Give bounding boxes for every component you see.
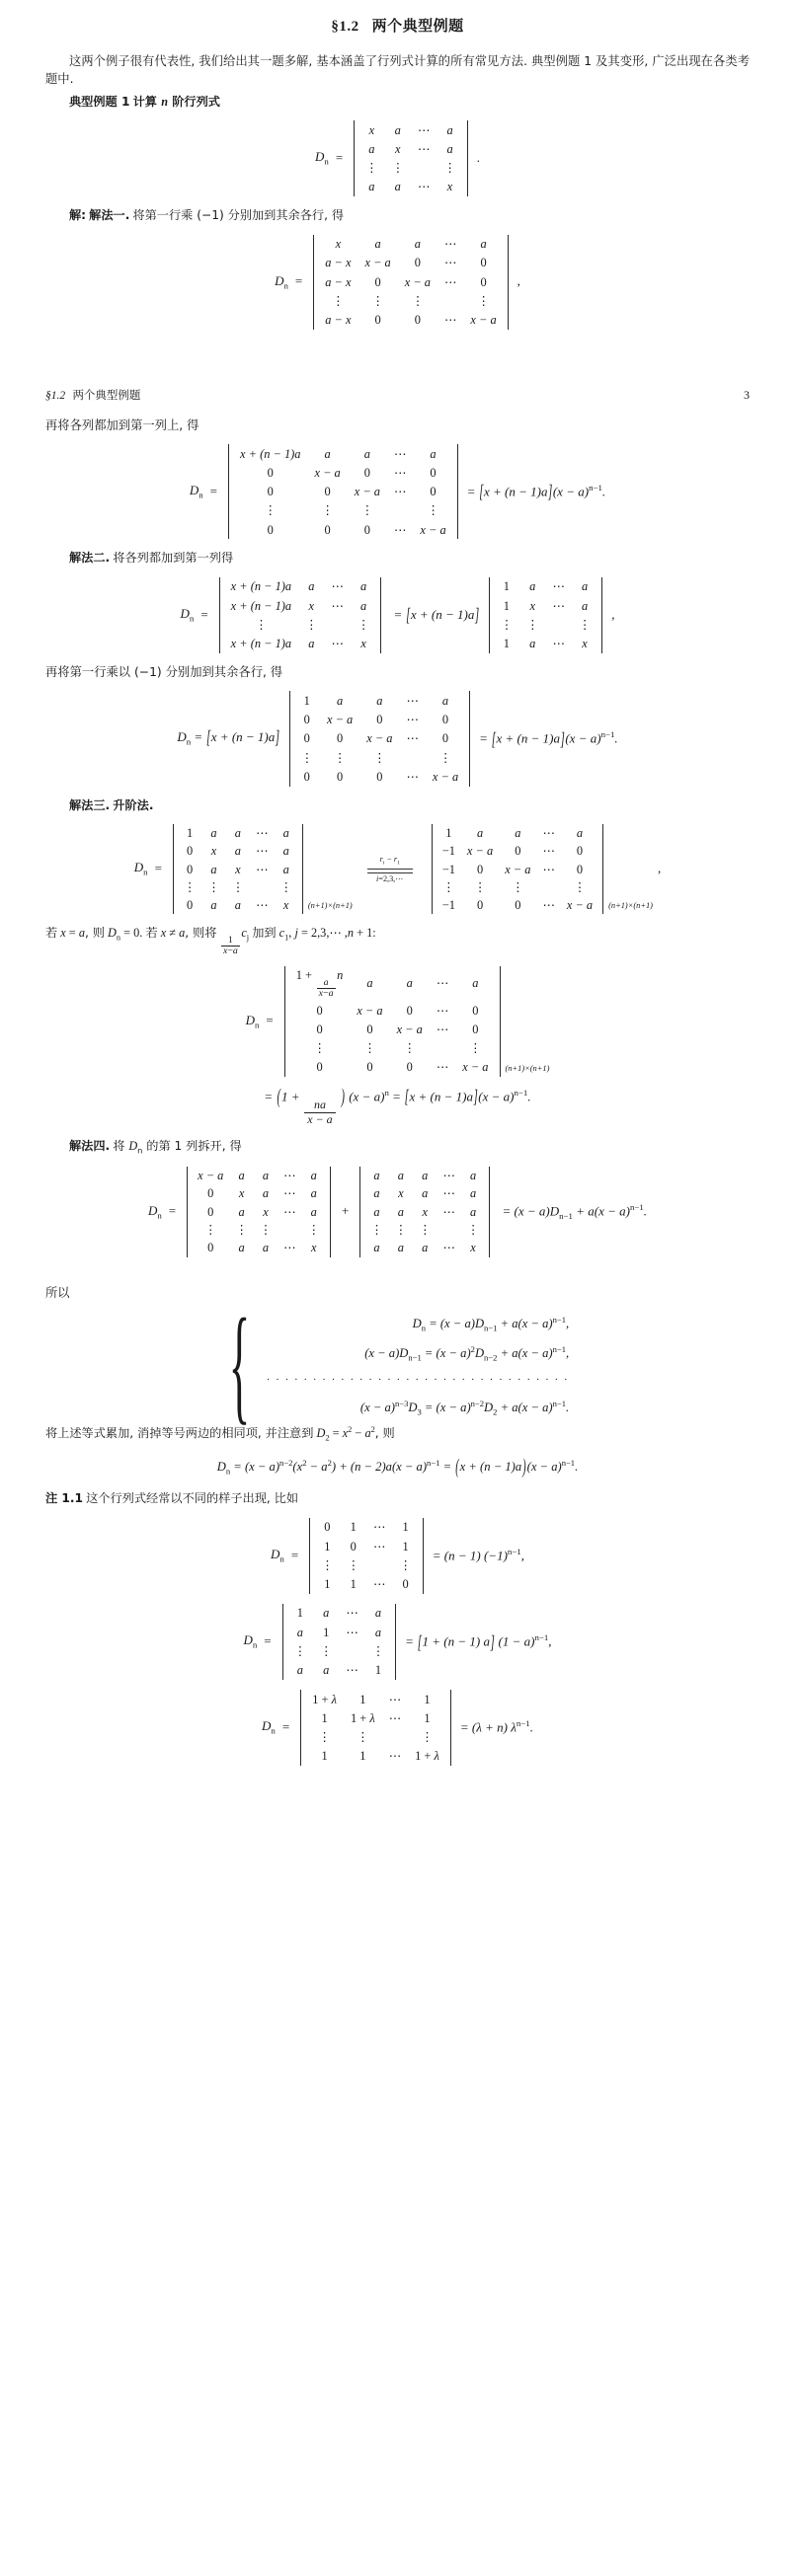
page-title [45,16,750,38]
determinant-d7: 1 + $\frac{a}{x-a}$ n a a ⋯ a 0 x − a 0 ⋯ 0 0 0 x − a ⋯ 0 ⋮ ⋮ ⋮ ⋮ 0 0 0 ⋯ x − a (n+1)×(n+1) [280,966,550,1077]
system-line-4: $(x - a)^{n-3}D_3 = (x - a)^{n-2}D_2 + a(x - a)^{n-1}$. [359,1399,570,1417]
method4-text: 将 $D_n$ 的第 1 列拆开, 得 [113,1139,242,1156]
example-1-heading [45,93,750,111]
equation-d1: $D_n$ = x a ⋯ a a x ⋯ a ⋮ ⋮ ⋮ a a ⋯ x . [45,120,750,196]
example-label: 典型例题 1 [69,94,130,109]
n3-result: = (λ + n) $\lambda^{n-1}$. [459,1718,533,1735]
section-title: 两个典型例题 [371,17,464,35]
method1-heading [45,206,750,224]
determinant-d2: x a a ⋯ a a − x x − a 0 ⋯ 0 a − x 0 x − a ⋯ 0 ⋮ ⋮ ⋮ ⋮ a − x 0 0 ⋯ x − a [309,235,512,330]
equation-n3: $D_n$ = 1 + λ 1 ⋯ 1 1 1 + λ ⋯ 1 ⋮ ⋮ ⋮ 1 1 ⋯ 1 + λ = (λ + n) $\lambda^{n-1}$. [45,1690,750,1766]
equation-d8: $D_n$ = x − a a a ⋯ a 0 x a ⋯ a 0 a x ⋯ a ⋮ ⋮ ⋮ ⋮ 0 a a ⋯ x + a a a ⋯ a a x a ⋯ a a a x ⋯ a ⋮ ⋮ ⋮ ⋮ a a a ⋯ x = $(x - a)D_{n-1} + a(x - a)^{n-1}$. [45,1167,750,1256]
system-line-2: $(x - a)D_{n-1} = (x - a)^2D_{n-2} + a(x - a)^{n-1}$, [364,1344,570,1363]
document-page [0,16,795,2576]
equation-d4: $D_n$ = x + (n − 1)a a ⋯ a x + (n − 1)a x ⋯ a ⋮ ⋮ ⋮ x + (n − 1)a a ⋯ x = [x + (n − 1)a] 1 a ⋯ a 1 x ⋯ a ⋮ ⋮ ⋮ 1 a ⋯ x , [45,577,750,653]
d3-result: = $[x + (n - 1)a](x - a)^{n-1}$. [466,482,606,503]
method1-label: 解法一. [89,208,130,223]
equation-d3: $D_n$ = x + (n − 1)a a a ⋯ a 0 x − a 0 ⋯ 0 0 0 x − a ⋯ 0 ⋮ ⋮ ⋮ ⋮ 0 0 0 ⋯ x − a = $[x + (n - 1)a](x - a)^{n-1}$. [45,444,750,539]
determinant-n2: 1 a ⋯ a a 1 ⋯ a ⋮ ⋮ ⋮ a a ⋯ 1 [278,1604,401,1680]
d6a-size: (n+1)×(n+1) [307,901,353,911]
d2-label: $D_n$ [275,272,288,291]
row-operation-arrow [367,855,413,883]
d2-comma: , [517,273,520,289]
d6-comma: , [657,861,662,876]
equation-n2: $D_n$ = 1 a ⋯ a a 1 ⋯ a ⋮ ⋮ ⋮ a a ⋯ 1 = [1 + (n − 1) a] $(1 - a)^{n-1}$, [45,1604,750,1680]
d3-label: $D_n$ [189,482,203,500]
running-section-title: 两个典型例题 [72,387,141,402]
d5-label: $D_n = [x + (n - 1)a]$ [177,727,280,749]
left-brace: { [228,1294,251,1438]
d7-result-text: = (1 + $\frac{na}{x - a}$ ) $(x - a)^n = [x + (n - 1)a](x - a)^{n-1}$. [264,1087,531,1127]
determinant-d6a: 1 a a ⋯ a 0 x a ⋯ a 0 a x ⋯ a ⋮ ⋮ ⋮ ⋮ 0 a a ⋯ x (n+1)×(n+1) [169,824,353,914]
running-header [45,387,750,405]
d8-plus: + [341,1203,350,1219]
determinant-n1: 0 1 ⋯ 1 1 0 ⋯ 1 ⋮ ⋮ ⋮ 1 1 ⋯ 0 [305,1518,428,1594]
n2-label: $D_n$ [243,1632,258,1650]
n3-label: $D_n$ [262,1718,276,1736]
method2-text: 将各列都加到第一列得 [113,551,234,566]
d6-label: $D_n$ [133,860,148,878]
d8-label: $D_n$ [147,1202,162,1221]
solve-prefix: 解: [69,208,87,223]
d8-result: = $(x - a)D_{n-1} + a(x - a)^{n-1}$. [499,1202,648,1221]
therefore-label: 所以 [45,1285,70,1300]
page-number: 3 [744,387,750,402]
determinant-d8b: a a a ⋯ a a x a ⋯ a a a x ⋯ a ⋮ ⋮ ⋮ ⋮ a a a ⋯ x [356,1167,494,1256]
example-statement: 计算 n 阶行列式 [132,94,220,109]
equation-d7-result [45,1087,750,1127]
row-operation-bottom: i=2,3,⋯ [376,874,404,884]
d7-size: (n+1)×(n+1) [505,1063,550,1073]
equation-n1: $D_n$ = 0 1 ⋯ 1 1 0 ⋯ 1 ⋮ ⋮ ⋮ 1 1 ⋯ 0 = (n − 1) $(-1)^{n-1}$, [45,1518,750,1594]
note-text: 这个行列式经常以不同的样子出现, 比如 [86,1491,299,1506]
method4-heading [45,1137,750,1157]
d1-period: . [476,150,480,166]
determinant-d1: x a ⋯ a a x ⋯ a ⋮ ⋮ ⋮ a a ⋯ x [350,120,472,196]
determinant-d6b: 1 a a ⋯ a −1 x − a 0 ⋯ 0 −1 0 x − a ⋯ 0 ⋮ ⋮ ⋮ ⋮ −1 0 0 ⋯ x − a (n+1)×(n+1) [428,824,653,914]
d5-result: = $[x + (n - 1)a](x - a)^{n-1}$. [479,729,618,751]
determinant-d4b: 1 a ⋯ a 1 x ⋯ a ⋮ ⋮ ⋮ 1 a ⋯ x [485,577,607,653]
equation-d2: $D_n$ = x a a ⋯ a a − x x − a 0 ⋯ 0 a − x 0 x − a ⋯ 0 ⋮ ⋮ ⋮ ⋮ a − x 0 0 ⋯ x − a , [45,235,750,330]
determinant-d5: 1 a a ⋯ a 0 x − a 0 ⋯ 0 0 0 x − a ⋯ 0 ⋮ ⋮ ⋮ ⋮ 0 0 0 ⋯ x − a [285,691,475,786]
determinant-d8a: x − a a a ⋯ a 0 x a ⋯ a 0 a x ⋯ a ⋮ ⋮ ⋮ ⋮ 0 a a ⋯ x [183,1167,335,1256]
running-section-number: §1.2 [45,389,66,402]
method3-condition: 若 x = a, 则 $D_n = 0$. 若 x ≠ a, 则将 $\frac{1}{x-a}$ $c_j$ 加到 $c_1$, j = 2,3,⋯ ,n + 1: [45,926,376,956]
method2-heading [45,549,750,567]
determinant-d4a: x + (n − 1)a a ⋯ a x + (n − 1)a x ⋯ a ⋮ ⋮ ⋮ x + (n − 1)a a ⋯ x [215,577,386,653]
n1-result: = (n − 1) $(-1)^{n-1}$, [432,1547,524,1563]
method3-label: 解法三. [69,797,111,812]
d4-label: $D_n$ [180,606,195,624]
section-number: §1.2 [331,19,359,35]
note-label: 注 1.1 [45,1491,84,1506]
method2-step2-text: 再将第一行乘以 (−1) 分别加到其余各行, 得 [45,664,283,679]
final-equation: $D_n = (x - a)^{n-2}(x^2 - a^2) + (n - 2)a(x - a)^{n-1} = (x + (n - 1)a)(x - a)^{n-1}$. [216,1457,579,1479]
note-heading [45,1489,750,1507]
d6b-size: (n+1)×(n+1) [608,901,653,911]
method1-text: 将第一行乘 (−1) 分别加到其余各行, 得 [132,208,345,223]
system-line-dots: · · · · · · · · · · · · · · · · · · · · · · · · · · · · · · · · · [266,1374,570,1387]
d1-label: $D_n$ [315,149,329,167]
equation-d5 [45,691,750,786]
equation-d7: $D_n$ = 1 + $\frac{a}{x-a}$ n a a ⋯ a 0 x − a 0 ⋯ 0 0 0 x − a ⋯ 0 ⋮ ⋮ ⋮ ⋮ 0 0 0 ⋯ x − a (n+1)×(n+1) [45,966,750,1077]
d7-label: $D_n$ [245,1012,260,1030]
method1-step2-text: 再将各列都加到第一列上, 得 [45,417,199,432]
determinant-d3: x + (n − 1)a a a ⋯ a 0 x − a 0 ⋯ 0 0 0 x − a ⋯ 0 ⋮ ⋮ ⋮ ⋮ 0 0 0 ⋯ x − a [224,444,462,539]
method2-label: 解法二. [69,551,111,566]
method3-text: 升阶法. [113,797,154,812]
n2-result: = [1 + (n − 1) a] $(1 - a)^{n-1}$, [405,1632,552,1654]
determinant-n3: 1 + λ 1 ⋯ 1 1 1 + λ ⋯ 1 ⋮ ⋮ ⋮ 1 1 ⋯ 1 + λ [296,1690,455,1766]
row-operation-top: $r_i - r_1$ [379,855,400,867]
sum-text: 将上述等式累加, 消掉等号两边的相同项, 并注意到 $D_2 = x^2 - a^2$, 则 [45,1425,395,1443]
equation-d6: $D_n$ = 1 a a ⋯ a 0 x a ⋯ a 0 a x ⋯ a ⋮ ⋮ ⋮ ⋮ 0 a a ⋯ x (n+1)×(n+1) $r_i - r_1$ i=2,3,⋯ 1 a a ⋯ a −1 x − a 0 ⋯ 0 −1 0 x − a ⋯ 0 ⋮ ⋮ ⋮ ⋮ −1 0 0 ⋯ x − a (n+1)×(n+1) , [45,824,750,914]
method4-label: 解法四. [69,1139,111,1154]
d4-comma: , [611,606,615,622]
n1-label: $D_n$ [271,1547,284,1564]
d4-factor: = [x + (n − 1)a] [390,605,480,627]
method3-heading [45,796,750,814]
system-line-1: $D_n = (x - a)D_{n-1} + a(x - a)^{n-1}$, [412,1314,570,1333]
intro-paragraph: 这两个例子很有代表性, 我们给出其一题多解, 基本涵盖了行列式计算的所有常见方法. 典型例题 1 及其变形, 广泛出现在各类考题中. [45,53,750,87]
